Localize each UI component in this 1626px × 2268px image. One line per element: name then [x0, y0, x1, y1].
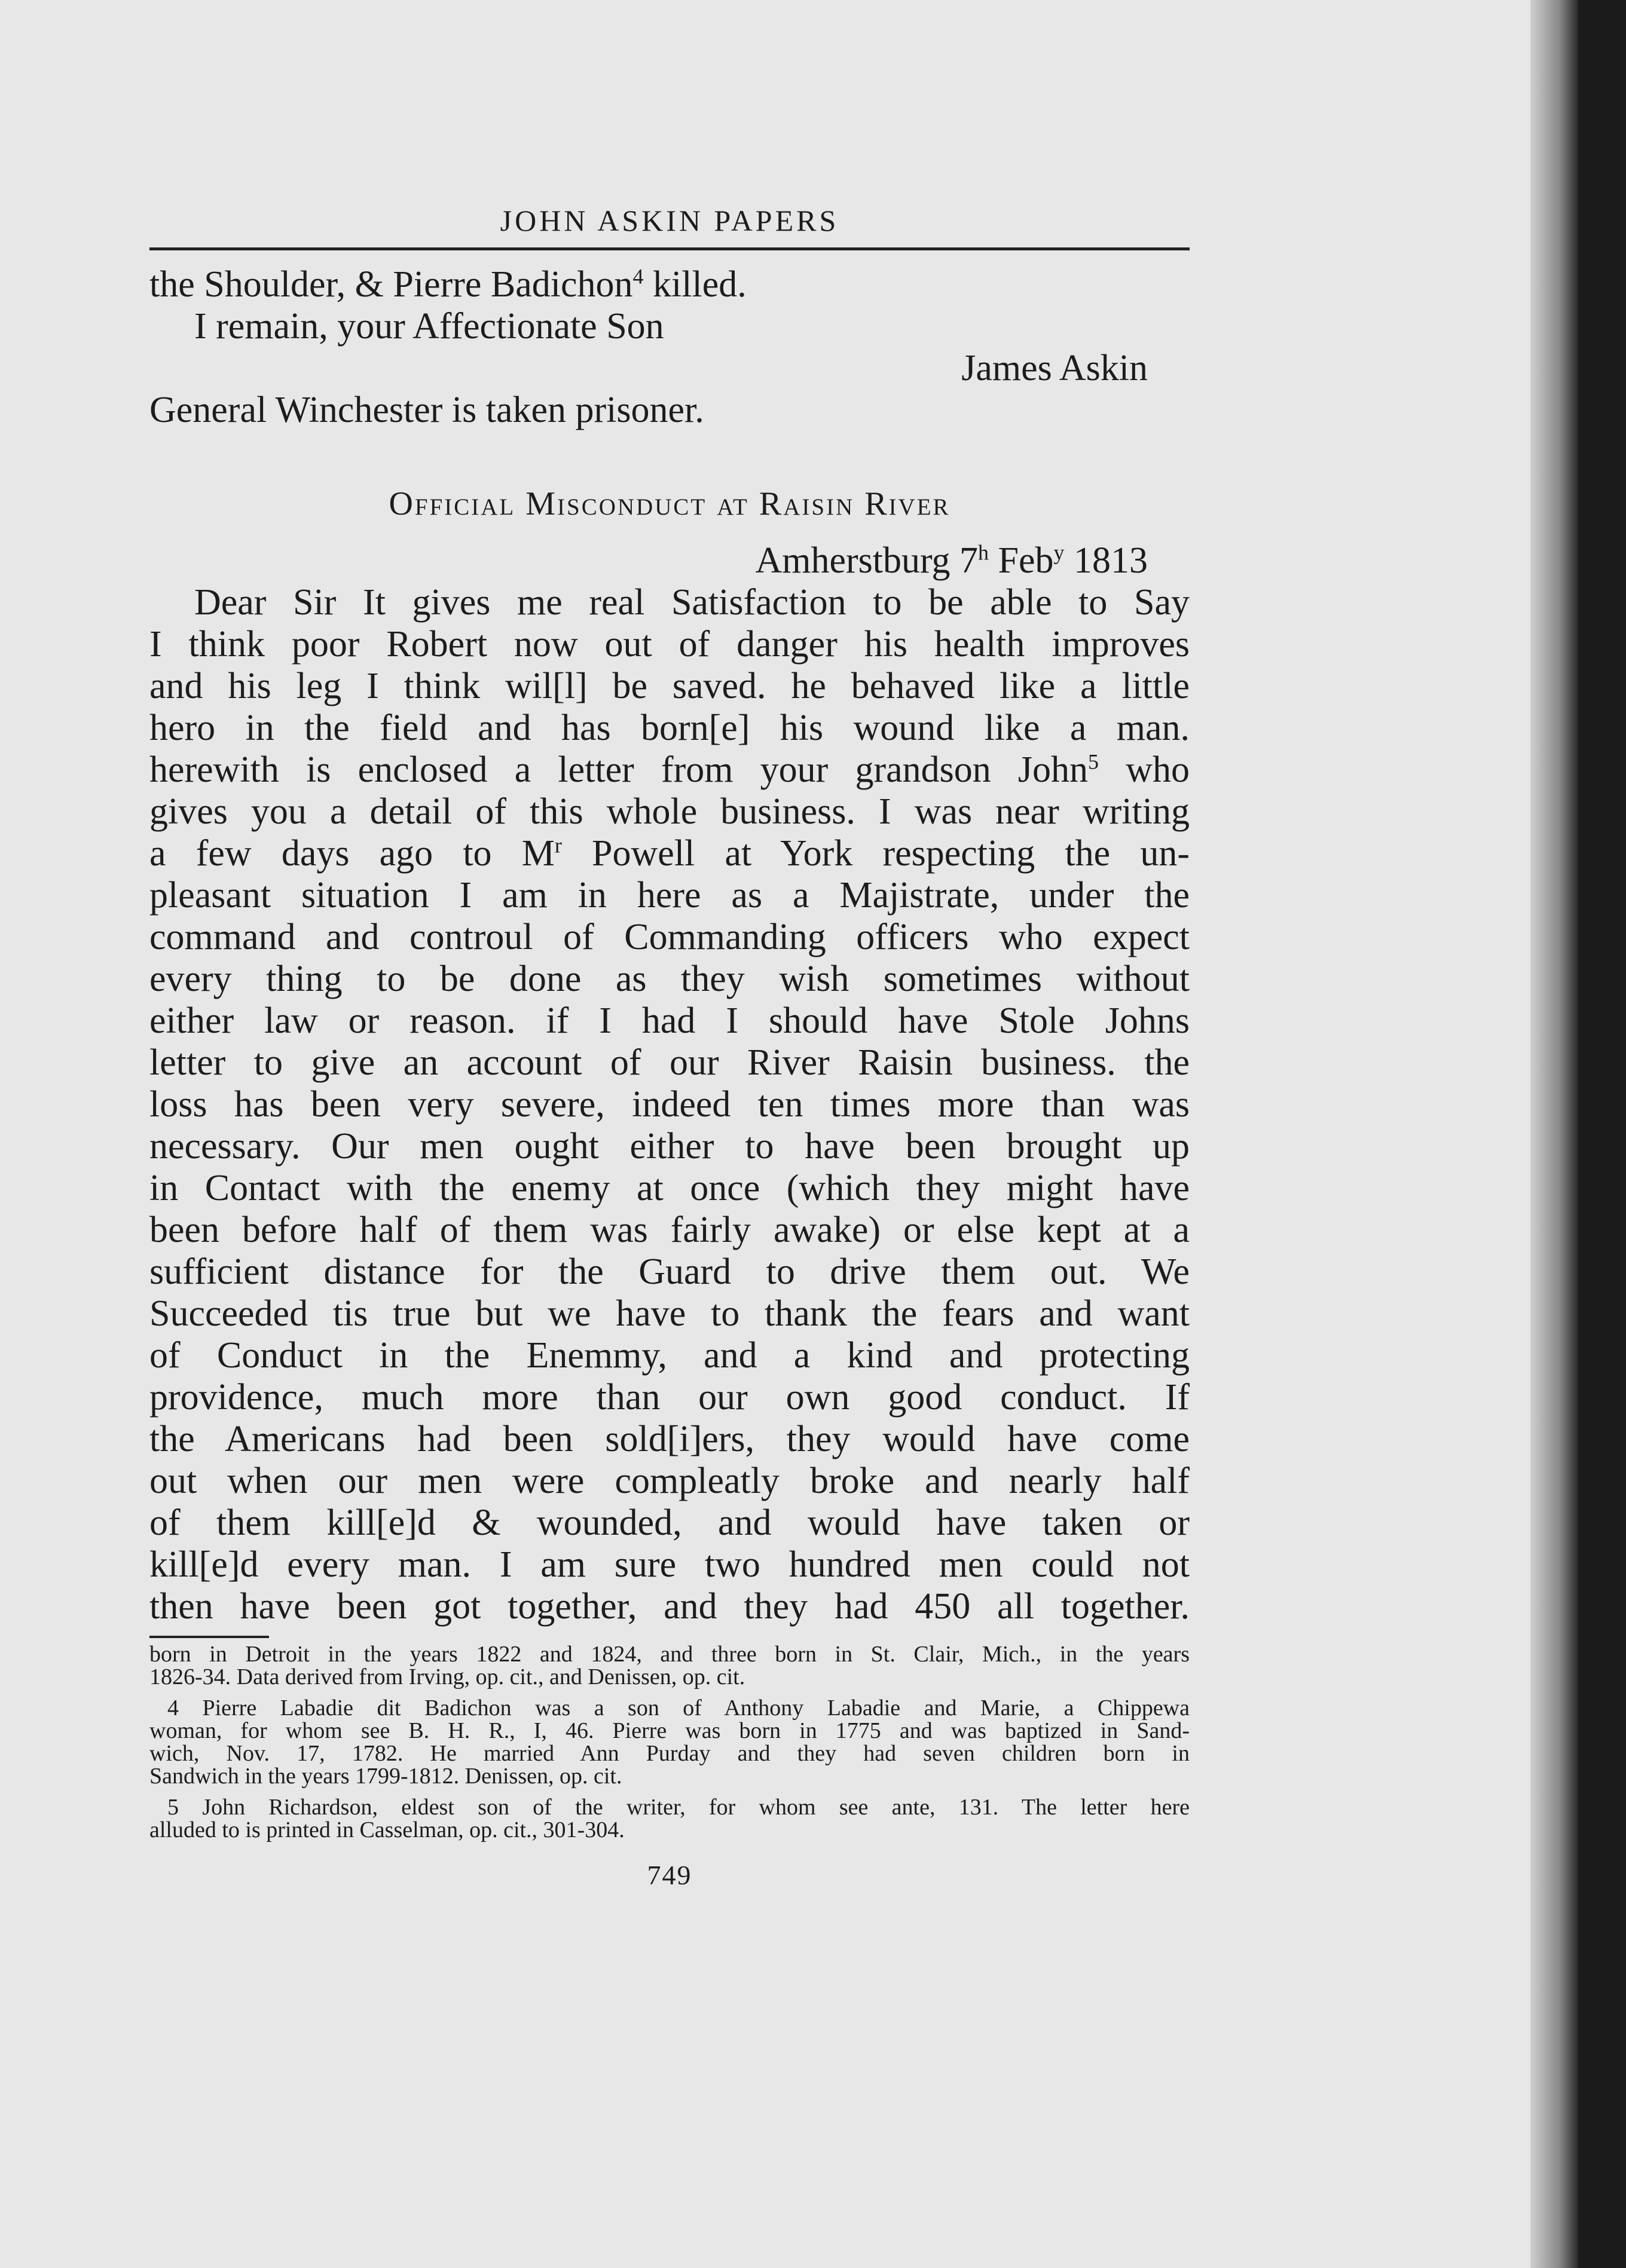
body-line: herewith is enclosed a letter from your grandson John$^5$ who — [149, 749, 1190, 790]
footnote-ref-4: 4 — [632, 264, 644, 289]
footnote-continuation: born in Detroit in the years 1822 and 1824, and three born in St. Clair, Mich., in the years 1826-34. Data derived from Irving, op. cit., and Denissen, op. cit. — [149, 1642, 1190, 1689]
page-edge-shadow — [1530, 0, 1578, 2268]
running-head: JOHN ASKIN PAPERS — [149, 203, 1190, 250]
body-line: necessary. Our men ought either to have been brought up — [149, 1126, 1190, 1167]
page-number: 749 — [647, 1860, 692, 1890]
body-line: Succeeded tis true but we have to thank the fears and want — [149, 1293, 1190, 1334]
body-line: pleasant situation I am in here as a Majistrate, under the — [149, 875, 1190, 916]
page-content — [149, 203, 1190, 1891]
footnotes — [149, 1643, 1190, 1841]
body-line: every thing to be done as they wish sometimes without — [149, 959, 1190, 999]
dateline: Amherstburg 7$^h$ Feb$^y$ 1813 — [755, 540, 1148, 581]
body-line: been before half of them was fairly awake) or else kept at a — [149, 1210, 1190, 1250]
body-line: loss has been very severe, indeed ten times more than was — [149, 1084, 1190, 1125]
footnote-ref-5: 5 — [1088, 749, 1099, 774]
body-line: gives you a detail of this whole business. I was near writing — [149, 791, 1190, 832]
signature: James Askin — [961, 348, 1148, 388]
body-line: a few days ago to $M^r$ Powell at York respecting the un- — [149, 833, 1190, 874]
body-line: then have been got together, and they had 450 all together. — [149, 1586, 1190, 1627]
body-line: command and controul of Commanding officers who expect — [149, 917, 1190, 957]
footnote-4: 4 Pierre Labadie dit Badichon was a son of Anthony Labadie and Marie, a Chippewa woman, for whom see B. H. R., I, 46. Pierre was born in 1775 and was baptized in Sand- wich, Nov. 17, 1782. He married Ann Purday and they had seven children born in Sandwich in the years 1799-1812. Denissen, op. cit. — [149, 1695, 1190, 1789]
body-line: of Conduct in the Enemmy, and a kind and protecting — [149, 1335, 1190, 1376]
footnote-5: 5 John Richardson, eldest son of the writer, for whom see ante, 131. The letter here alluded to is printed in Casselman, op. cit., 301-304. — [149, 1795, 1190, 1842]
body-line: in Contact with the enemy at once (which they might have — [149, 1168, 1190, 1208]
body-line: out when our men were compleatly broke and nearly half — [149, 1461, 1190, 1501]
letter-body — [149, 581, 1190, 1627]
body-line: providence, much more than our own good conduct. If — [149, 1377, 1190, 1418]
body-line: Dear Sir It gives me real Satisfaction to be able to Say — [194, 582, 1190, 623]
letter-end-line: the Shoulder, & Pierre Badichon$^4$ killed. — [149, 264, 747, 305]
section-title: Official Misconduct at Raisin River — [389, 485, 950, 522]
body-line: the Americans had been sold[i]ers, they would have come — [149, 1419, 1190, 1459]
body-line: I think poor Robert now out of danger his health improves — [149, 624, 1190, 665]
body-line: letter to give an account of our River Raisin business. the — [149, 1042, 1190, 1083]
postscript: General Winchester is taken prisoner. — [149, 390, 704, 430]
body-line: of them kill[e]d & wounded, and would have taken or — [149, 1502, 1190, 1543]
body-line: hero in the field and has born[e] his wound like a man. — [149, 708, 1190, 748]
body-line: kill[e]d every man. I am sure two hundred men could not — [149, 1544, 1190, 1585]
body-line: sufficient distance for the Guard to drive them out. We — [149, 1251, 1190, 1292]
footnote-rule — [149, 1636, 269, 1638]
closing-line: I remain, your Affectionate Son — [194, 306, 664, 347]
body-line: and his leg I think wil[l] be saved. he behaved like a little — [149, 666, 1190, 706]
body-line: either law or reason. if I had I should have Stole Johns — [149, 1000, 1190, 1041]
